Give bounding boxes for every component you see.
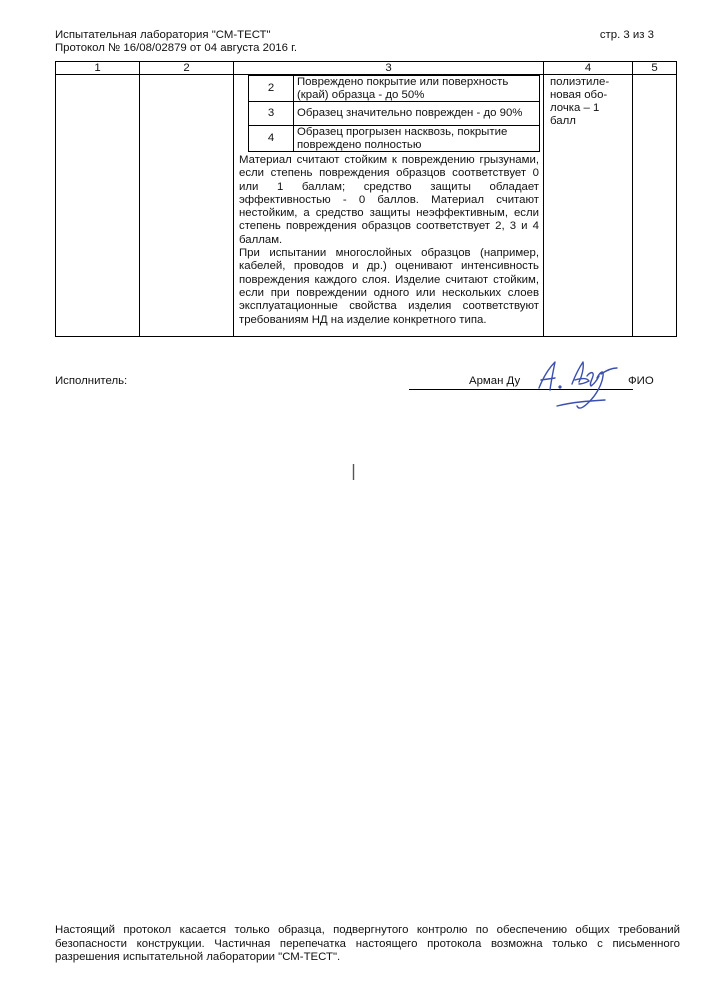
executor-name: Арман Ду (469, 375, 521, 387)
fio-label: ФИО (628, 375, 654, 387)
damage-score: 3 (249, 102, 294, 126)
col4-line: полиэтиле- (550, 76, 610, 88)
results-table (55, 61, 677, 337)
col4-line: лочка – 1 (550, 102, 600, 114)
scan-speck (352, 464, 355, 480)
column-number: 5 (633, 62, 677, 75)
column-number: 4 (544, 62, 633, 75)
table-row (56, 75, 677, 337)
damage-score: 4 (249, 126, 294, 152)
cell-col3 (234, 75, 544, 337)
column-number: 3 (234, 62, 544, 75)
handwritten-signature-icon (527, 354, 627, 416)
page-number: стр. 3 из 3 (599, 29, 654, 41)
damage-description: Образец значительно поврежден - до 90% (294, 102, 540, 126)
column-number: 1 (56, 62, 140, 75)
damage-score: 2 (249, 76, 294, 102)
document-header (55, 29, 297, 55)
damage-level-row (249, 102, 540, 126)
col4-line: новая обо- (550, 89, 608, 101)
protocol-number: Протокол № 16/08/02879 от 04 августа 2016 г. (55, 42, 298, 54)
executor-label: Исполнитель: (55, 375, 128, 387)
lab-name: Испытательная лаборатория "СМ-ТЕСТ" (55, 29, 271, 41)
column-number-row (56, 62, 677, 75)
cell-col4 (544, 75, 633, 337)
damage-description: Повреждено покрытие или поверхность (край) образца - до 50% (294, 76, 540, 102)
cell-col1 (56, 75, 140, 337)
column-number: 2 (140, 62, 234, 75)
damage-level-row (249, 76, 540, 102)
cell-col5 (633, 75, 677, 337)
damage-level-row (249, 126, 540, 152)
col4-line: балл (550, 115, 576, 127)
footer-disclaimer: Настоящий протокол касается только образца, подвергнутого контролю по обеспечению общих требований безопасности конструкции. Частичная перепечатка настоящего протокола возможна только с письменного разрешения испытательной лаборатории "СМ-ТЕСТ". (55, 924, 680, 963)
cell-col2 (140, 75, 234, 337)
multilayer-paragraph: При испытании многослойных образцов (например, кабелей, проводов и др.) оценивают интенсивность повреждения каждого слоя. Изделие считают стойким, если при повреждении одного или нескольких слоев эксплуатационные свойства изделия соответствуют требованиям НД на изделие конкретного типа. (239, 247, 539, 326)
damage-scale-table (248, 75, 540, 152)
criteria-paragraph: Материал считают стойким к повреждению грызунами, если степень повреждения образцов соответствует 0 или 1 баллам; средство защиты обладает эффективностью - 0 баллов. Материал считают нестойким, а средство защиты неэффективным, если степень повреждения образцов соответствует 2, 3 и 4 баллам. (239, 154, 539, 246)
damage-description: Образец прогрызен насквозь, покрытие повреждено полностью (294, 126, 540, 152)
